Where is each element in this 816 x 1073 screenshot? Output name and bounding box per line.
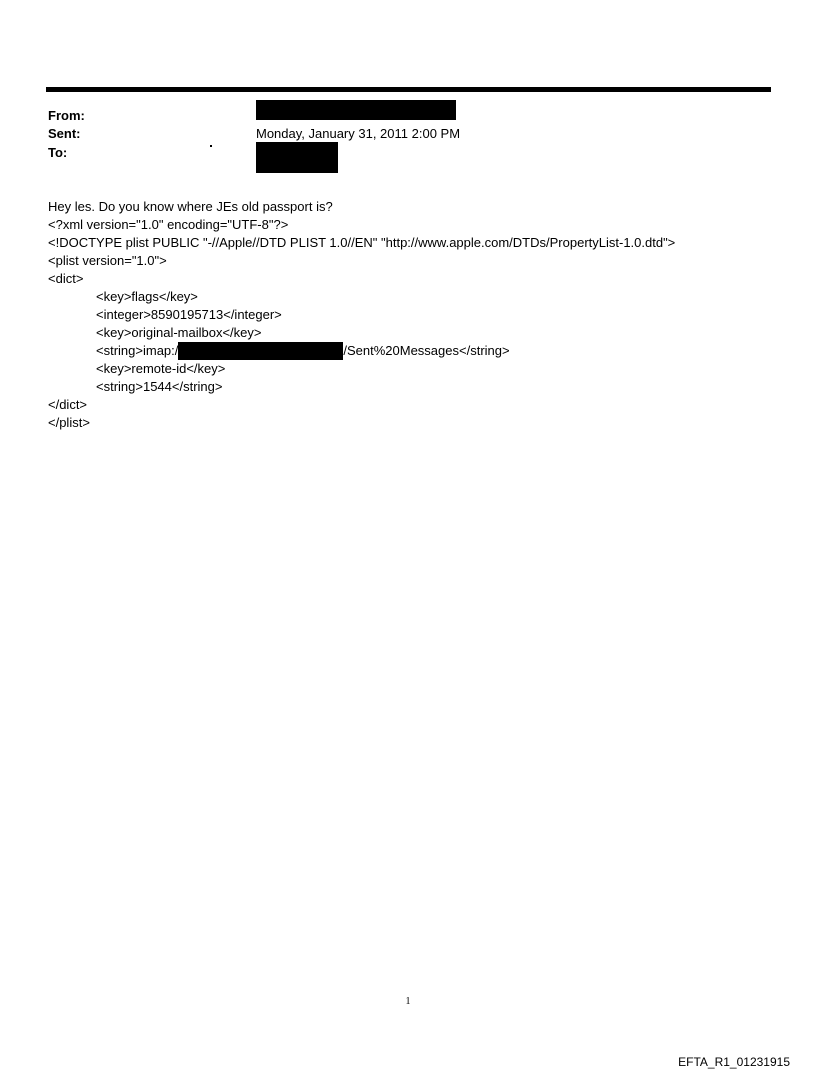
string-imap-line	[48, 342, 788, 360]
header-rule	[46, 87, 771, 92]
sent-label: Sent:	[48, 126, 81, 141]
from-redaction	[256, 100, 456, 120]
key-mailbox-line: <key>original-mailbox</key>	[96, 325, 262, 340]
to-label: To:	[48, 145, 68, 160]
imap-redaction	[178, 342, 343, 360]
stray-mark	[210, 145, 212, 147]
from-label: From:	[48, 108, 85, 123]
page-number: 1	[405, 996, 411, 1007]
key-flags-line: <key>flags</key>	[96, 289, 198, 304]
to-redaction	[256, 142, 338, 173]
bates-number: EFTA_R1_01231915	[678, 1055, 790, 1069]
integer-flags-line: <integer>8590195713</integer>	[96, 307, 282, 322]
email-body	[48, 198, 788, 432]
imap-prefix: <string>imap:/	[96, 343, 179, 358]
imap-suffix: /Sent%20Messages</string>	[343, 343, 510, 358]
doctype-line: <!DOCTYPE plist PUBLIC "-//Apple//DTD PLIST 1.0//EN" "http://www.apple.com/DTDs/PropertyList-1.0.dtd">	[48, 235, 676, 250]
dict-close-line: </dict>	[48, 397, 88, 412]
plist-close-line: </plist>	[48, 415, 90, 430]
key-remote-line: <key>remote-id</key>	[96, 361, 226, 376]
xml-declaration-line: <?xml version="1.0" encoding="UTF-8"?>	[48, 217, 289, 232]
string-remote-line: <string>1544</string>	[96, 379, 223, 394]
dict-open-line: <dict>	[48, 271, 84, 286]
message-line: Hey les. Do you know where JEs old passport is?	[48, 199, 333, 214]
plist-open-line: <plist version="1.0">	[48, 253, 167, 268]
sent-value: Monday, January 31, 2011 2:00 PM	[256, 126, 461, 141]
